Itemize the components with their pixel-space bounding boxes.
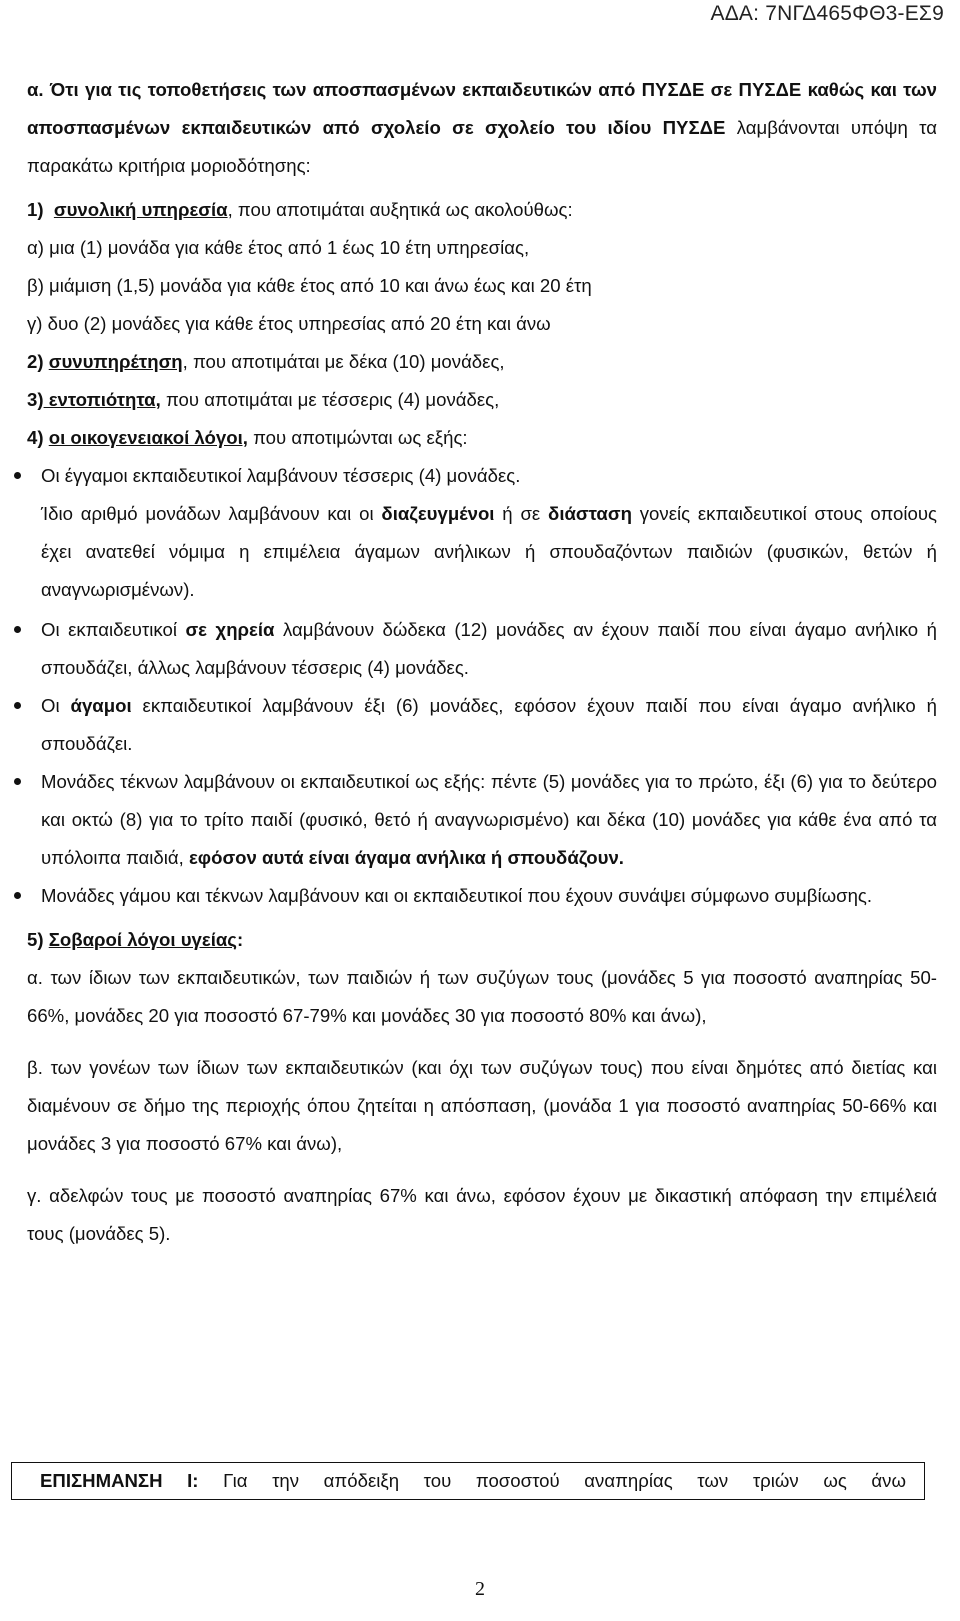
intro-bold-text: α. Ότι για τις τοποθετήσεις των αποσπασμένων εκπαιδευτικών από ΠΥΣΔΕ σε ΠΥΣΔΕ καθώς και των αποσπασμένων εκπαιδευτικών από σχολείο σε σχολείο του ιδίου ΠΥΣΔΕ — [27, 79, 937, 138]
criterion-2-title: συνυπηρέτηση — [48, 351, 183, 372]
criterion-4-title: οι οικογενειακοί λόγοι, — [48, 427, 248, 448]
intro-text: λαμβάνονται υπόψη τα παρακάτω κριτήρια μοριοδότησης: — [27, 117, 937, 176]
unmarried-text-1: Οι — [41, 695, 71, 716]
separation-bold: διάσταση — [548, 503, 632, 524]
bullet-icon — [14, 778, 21, 785]
notice-label: ΕΠΙΣΗΜΑΝΣΗ Ι: — [40, 1470, 199, 1491]
widowed-bold: σε χηρεία — [185, 619, 275, 640]
list-item — [27, 687, 937, 763]
list-item — [27, 457, 937, 495]
criterion-5-heading — [27, 921, 937, 959]
criterion-2-text: , που αποτιμάται με δέκα (10) μονάδες, — [182, 351, 505, 372]
criterion-5-c: γ. αδελφών τους με ποσοστό αναπηρίας 67% και άνω, εφόσον έχουν με δικαστική απόφαση την επιμέλειά τους (μονάδες 5). — [27, 1185, 937, 1244]
criterion-3 — [27, 381, 937, 419]
unmarried-bold: άγαμοι — [70, 695, 132, 716]
criterion-5-num: 5) — [27, 929, 44, 950]
list-item — [27, 763, 937, 877]
widowed-text-1: Οι εκπαιδευτικοί — [41, 619, 186, 640]
children-bold: εφόσον αυτά είναι άγαμα ανήλικα ή σπουδάζουν. — [188, 847, 624, 868]
divorced-paragraph — [27, 495, 937, 609]
criterion-1-num: 1) — [27, 199, 44, 220]
bullet-icon — [14, 892, 21, 899]
criterion-2 — [27, 343, 937, 381]
bullet-icon — [14, 702, 21, 709]
criterion-5-b: β. των γονέων των ίδιων των εκπαιδευτικών (και όχι των συζύγων τους) που είναι δημότες από διετίας και διαμένουν σε δήμο της περιοχής όπου ζητείται η απόσπαση, (μονάδα 1 για ποσοστό αναπηρίας 50-66% και μονάδες 3 για ποσοστό 67% και άνω), — [27, 1057, 937, 1154]
criterion-1-a: α) μια (1) μονάδα για κάθε έτος από 1 έως 10 έτη υπηρεσίας, — [27, 237, 530, 258]
ada-code: ΑΔΑ: 7ΝΓΔ465ΦΘ3-ΕΣ9 — [710, 2, 944, 25]
criterion-5-title: Σοβαροί λόγοι υγείας — [48, 929, 237, 950]
family-reasons-list-2 — [27, 611, 937, 915]
criterion-5-colon: : — [236, 929, 244, 950]
criterion-1-b: β) μιάμιση (1,5) μονάδα για κάθε έτος από 10 και άνω έως και 20 έτη — [27, 275, 592, 296]
divorced-bold: διαζευγμένοι — [381, 503, 495, 524]
criterion-1-heading — [27, 191, 937, 229]
list-item — [27, 877, 937, 915]
criterion-2-num: 2) — [27, 351, 44, 372]
criterion-3-num: 3) — [27, 389, 44, 410]
children-text: Μονάδες τέκνων λαμβάνουν οι εκπαιδευτικοί ως εξής: πέντε (5) μονάδες για το πρώτο, έξι (6) για το δεύτερο και οκτώ (8) για το τρίτο παιδί (φυσικό, θετό ή αναγνωρισμένο) και δέκα (10) μονάδες για κάθε ένα από τα υπόλοιπα παιδιά, — [41, 771, 937, 868]
family-reasons-list — [27, 457, 937, 495]
unmarried-text-2: εκπαιδευτικοί λαμβάνουν έξι (6) μονάδες, εφόσον έχουν παιδί που είναι άγαμο ανήλικο ή σπουδάζει. — [41, 695, 937, 754]
criterion-3-text: που αποτιμάται με τέσσερις (4) μονάδες, — [160, 389, 500, 410]
criterion-3-title: εντοπιότητα, — [43, 389, 161, 410]
divorced-text-3: γονείς εκπαιδευτικοί στους οποίους έχει ανατεθεί νόμιμα η επιμέλεια άγαμων ανήλικων ή σπουδαζόντων παιδιών (φυσικών, θετών ή αναγνωρισμένων). — [41, 503, 937, 600]
divorced-text-2: ή σε — [494, 503, 549, 524]
criterion-4-text: που αποτιμώνται ως εξής: — [247, 427, 468, 448]
notice-box — [11, 1462, 925, 1500]
bullet-icon — [14, 472, 21, 479]
married-text: Οι έγγαμοι εκπαιδευτικοί λαμβάνουν τέσσερις (4) μονάδες. — [41, 465, 521, 486]
intro-paragraph — [27, 71, 937, 185]
document-body — [27, 78, 937, 1253]
criterion-5-a: α. των ίδιων των εκπαιδευτικών, των παιδιών ή των συζύγων τους (μονάδες 5 για ποσοστό αναπηρίας 50-66%, μονάδες 20 για ποσοστό 67-79% και μονάδες 30 για ποσοστό 80% και άνω), — [27, 967, 937, 1026]
cohabitation-text: Μονάδες γάμου και τέκνων λαμβάνουν και οι εκπαιδευτικοί που έχουν συνάψει σύμφωνο συμβίωσης. — [41, 885, 873, 906]
criterion-1-text: , που αποτιμάται αυξητικά ως ακολούθως: — [227, 199, 573, 220]
notice-text: Για την απόδειξη του ποσοστού αναπηρίας των τριών ως άνω — [198, 1470, 906, 1491]
page-number: 2 — [475, 1578, 485, 1600]
bullet-icon — [14, 626, 21, 633]
criterion-4-heading — [27, 419, 937, 457]
criterion-4-num: 4) — [27, 427, 44, 448]
widowed-text-2: λαμβάνουν δώδεκα (12) μονάδες αν έχουν παιδί που είναι άγαμο ανήλικο ή σπουδάζει, άλλως λαμβάνουν τέσσερις (4) μονάδες. — [41, 619, 937, 678]
divorced-text-1: Ίδιο αριθμό μονάδων λαμβάνουν και οι — [41, 503, 382, 524]
criterion-1-title: συνολική υπηρεσία — [53, 199, 228, 220]
criterion-1-c: γ) δυο (2) μονάδες για κάθε έτος υπηρεσίας από 20 έτη και άνω — [27, 313, 551, 334]
list-item — [27, 611, 937, 687]
